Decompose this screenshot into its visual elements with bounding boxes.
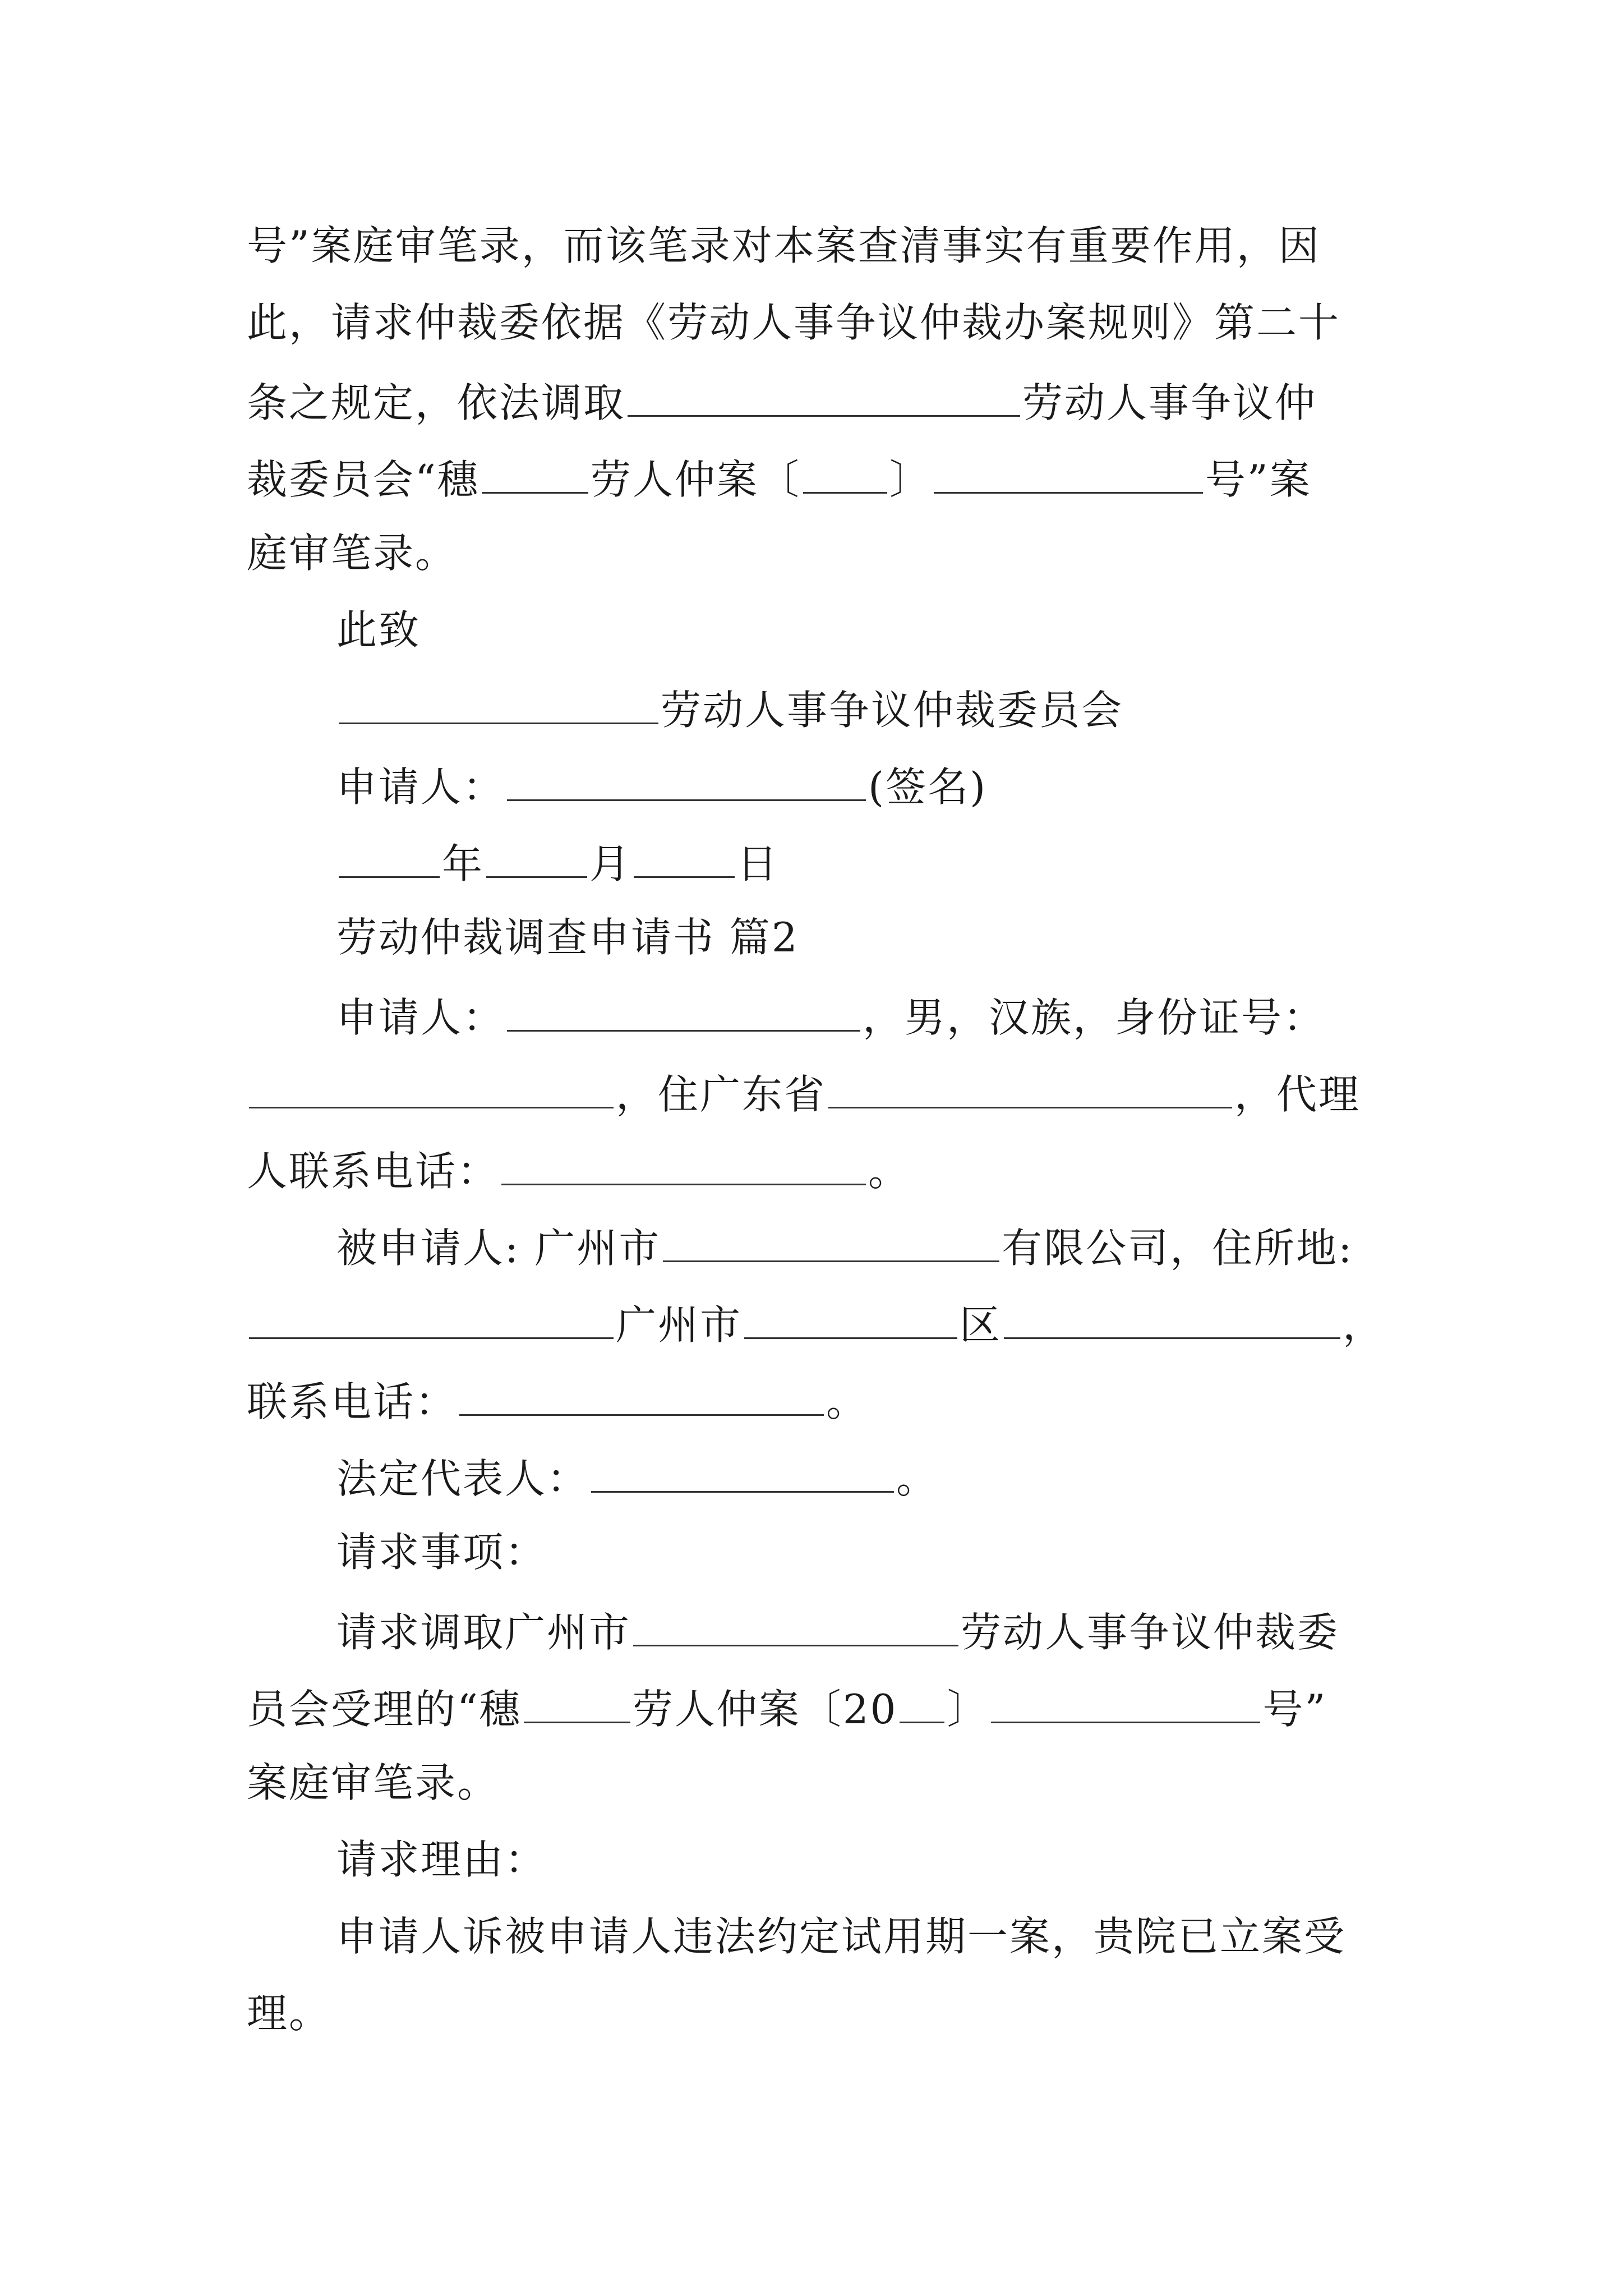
text-segment: 。 <box>896 1455 939 1502</box>
text-segment: 号”案 <box>1205 456 1312 503</box>
paragraph-line: 庭审笔录。 <box>247 530 458 577</box>
paragraph-line <box>247 448 1312 504</box>
paragraph-line <box>336 1601 1339 1657</box>
paragraph-line <box>247 1294 1385 1350</box>
fill-in-blank[interactable] <box>803 448 887 494</box>
paragraph-line: 此，请求仲裁委依据《劳动人事争议仲裁办案规则》第二十 <box>247 299 1341 346</box>
fill-in-blank[interactable] <box>507 986 860 1032</box>
text-segment: 有限公司，住所地: <box>1002 1225 1354 1272</box>
fill-in-blank[interactable] <box>459 1370 824 1416</box>
fill-in-blank[interactable] <box>507 756 866 801</box>
fill-in-blank[interactable] <box>339 832 440 878</box>
text-segment: 申请人： <box>336 763 505 811</box>
text-segment: 〕 <box>889 456 932 503</box>
fill-in-blank[interactable] <box>828 1063 1232 1108</box>
text-segment: 请求调取广州市 <box>336 1609 631 1656</box>
paragraph-line <box>247 371 1317 427</box>
text-segment: 裁委员会“穗 <box>247 456 479 503</box>
fill-in-blank[interactable] <box>634 832 735 878</box>
fill-in-blank[interactable] <box>744 1294 957 1339</box>
text-segment: 申请人： <box>336 994 505 1041</box>
text-segment: 条之规定，依法调取 <box>247 379 626 426</box>
text-segment: 员会受理的“穗 <box>247 1686 522 1733</box>
text-segment: 被申请人: 广州市 <box>336 1225 661 1272</box>
text-segment: ， <box>1343 1301 1385 1349</box>
fill-in-blank[interactable] <box>633 1601 958 1646</box>
fill-in-blank[interactable] <box>628 371 1020 417</box>
text-segment: 劳动人事争议仲裁委员会 <box>661 687 1124 734</box>
addressee-line <box>336 679 1123 735</box>
text-segment: 联系电话： <box>247 1378 458 1425</box>
text-segment: 人联系电话： <box>247 1148 500 1195</box>
text-segment: 劳人仲案〔20 <box>632 1686 898 1733</box>
text-segment: 劳动人事争议仲裁委 <box>961 1609 1340 1656</box>
fill-in-blank[interactable] <box>249 1294 614 1339</box>
paragraph-line: 案庭审笔录。 <box>247 1759 500 1806</box>
text-segment: ，男，汉族，身份证号： <box>863 994 1326 1041</box>
paragraph-line: 理。 <box>247 1990 331 2037</box>
text-segment: 。 <box>826 1378 869 1425</box>
text-segment: ，代理 <box>1234 1071 1361 1118</box>
fill-in-blank[interactable] <box>501 1140 866 1185</box>
text-segment: 月 <box>589 840 632 887</box>
section-heading: 劳动仲裁调查申请书 篇2 <box>336 914 799 961</box>
fill-in-blank[interactable] <box>482 448 588 494</box>
fill-in-blank[interactable] <box>1004 1294 1340 1339</box>
paragraph-line <box>247 1370 868 1427</box>
section-heading: 请求理由： <box>336 1836 547 1883</box>
fill-in-blank[interactable] <box>991 1678 1260 1723</box>
fill-in-blank[interactable] <box>591 1447 894 1493</box>
text-segment: 日 <box>737 840 780 887</box>
paragraph-line <box>336 1217 1353 1273</box>
paragraph-line <box>336 986 1325 1042</box>
text-segment: 〕 <box>947 1686 989 1733</box>
text-segment: (签名) <box>868 763 988 811</box>
text-segment: 。 <box>868 1148 911 1195</box>
fill-in-blank[interactable] <box>663 1217 999 1262</box>
paragraph-line <box>247 1140 910 1196</box>
closing-salutation: 此致 <box>336 606 421 654</box>
text-segment: 广州市 <box>616 1301 743 1349</box>
fill-in-blank[interactable] <box>934 448 1203 494</box>
paragraph-line: 申请人诉被申请人违法约定试用期一案，贵院已立案受 <box>336 1913 1347 1960</box>
fill-in-blank[interactable] <box>900 1678 944 1723</box>
fill-in-blank[interactable] <box>249 1063 614 1108</box>
text-segment: 区 <box>960 1301 1002 1349</box>
text-segment: 劳动人事争议仲 <box>1022 379 1317 426</box>
text-segment: 年 <box>442 840 485 887</box>
text-segment: 法定代表人： <box>336 1455 589 1502</box>
section-heading: 请求事项： <box>336 1529 547 1576</box>
fill-in-blank[interactable] <box>339 679 658 724</box>
paragraph-line <box>336 1447 938 1503</box>
text-segment: 劳人仲案〔 <box>590 456 801 503</box>
date-line <box>336 832 779 889</box>
paragraph-line: 号”案庭审笔录，而该笔录对本案查清事实有重要作用，因 <box>247 222 1321 269</box>
text-segment: 号” <box>1262 1686 1327 1733</box>
paragraph-line <box>247 1678 1327 1734</box>
text-segment: ，住广东省 <box>616 1071 827 1118</box>
paragraph-line <box>247 1063 1361 1119</box>
fill-in-blank[interactable] <box>486 832 587 878</box>
fill-in-blank[interactable] <box>524 1678 630 1723</box>
signature-line <box>336 756 987 812</box>
